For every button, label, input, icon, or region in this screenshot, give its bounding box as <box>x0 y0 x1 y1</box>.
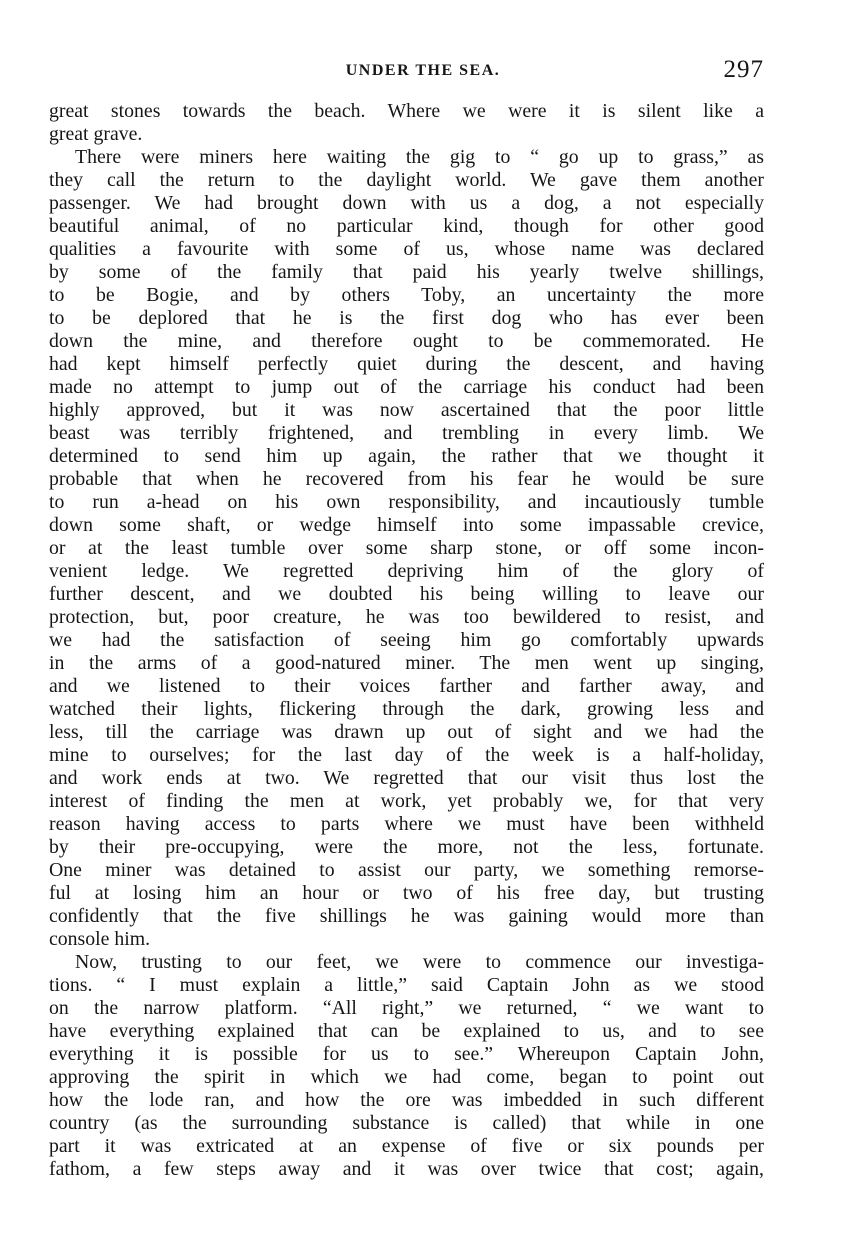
text-line: they call the return to the daylight world. We gave them another <box>49 169 764 191</box>
text-line: had kept himself perfectly quiet during the descent, and having <box>49 353 764 375</box>
text-line: and we listened to their voices farther and farther away, and <box>49 675 764 697</box>
text-line: passenger. We had brought down with us a dog, a not especially <box>49 192 764 214</box>
text-line: venient ledge. We regretted depriving him of the glory of <box>49 560 764 582</box>
text-line: tions. “ I must explain a little,” said Captain John as we stood <box>49 974 764 996</box>
text-line: on the narrow platform. “All right,” we returned, “ we want to <box>49 997 764 1019</box>
text-line: One miner was detained to assist our party, we something remorse- <box>49 859 764 881</box>
text-line: console him. <box>49 928 151 950</box>
text-line: how the lode ran, and how the ore was imbedded in such different <box>49 1089 764 1111</box>
text-line: or at the least tumble over some sharp stone, or off some incon- <box>49 537 764 559</box>
text-line: qualities a favourite with some of us, whose name was declared <box>49 238 764 260</box>
text-line: highly approved, but it was now ascertained that the poor little <box>49 399 764 421</box>
text-line: watched their lights, flickering through the dark, growing less and <box>49 698 764 720</box>
running-head <box>0 56 846 86</box>
text-line: less, till the carriage was drawn up out of sight and we had the <box>49 721 764 743</box>
text-line: have everything explained that can be explained to us, and to see <box>49 1020 764 1042</box>
text-line: ful at losing him an hour or two of his free day, but trusting <box>49 882 764 904</box>
text-line: mine to ourselves; for the last day of the week is a half-holiday, <box>49 744 764 766</box>
text-line: country (as the surrounding substance is called) that while in one <box>49 1112 764 1134</box>
text-line: to run a-head on his own responsibility, and incautiously tumble <box>49 491 764 513</box>
text-line: part it was extricated at an expense of five or six pounds per <box>49 1135 764 1157</box>
text-line: down the mine, and therefore ought to be commemorated. He <box>49 330 764 352</box>
text-line: There were miners here waiting the gig to “ go up to grass,” as <box>75 146 764 168</box>
text-line: and work ends at two. We regretted that our visit thus lost the <box>49 767 764 789</box>
text-line: determined to send him up again, the rather that we thought it <box>49 445 764 467</box>
text-line: further descent, and we doubted his being willing to leave our <box>49 583 764 605</box>
text-line: beast was terribly frightened, and trembling in every limb. We <box>49 422 764 444</box>
text-line: by their pre-occupying, were the more, not the less, fortunate. <box>49 836 764 858</box>
body-text <box>49 100 764 1181</box>
text-line: down some shaft, or wedge himself into some impassable crevice, <box>49 514 764 536</box>
text-line: made no attempt to jump out of the carriage his conduct had been <box>49 376 764 398</box>
text-line: to be Bogie, and by others Toby, an uncertainty the more <box>49 284 764 306</box>
text-line: by some of the family that paid his yearly twelve shillings, <box>49 261 764 283</box>
text-line: Now, trusting to our feet, we were to commence our investiga- <box>75 951 764 973</box>
text-line: in the arms of a good-natured miner. The men went up singing, <box>49 652 764 674</box>
text-line: great grave. <box>49 123 143 145</box>
text-line: we had the satisfaction of seeing him go comfortably upwards <box>49 629 764 651</box>
text-line: approving the spirit in which we had come, began to point out <box>49 1066 764 1088</box>
text-line: interest of finding the men at work, yet probably we, for that very <box>49 790 764 812</box>
text-line: great stones towards the beach. Where we were it is silent like a <box>49 100 764 122</box>
text-line: confidently that the five shillings he was gaining would more than <box>49 905 764 927</box>
text-line: beautiful animal, of no particular kind, though for other good <box>49 215 764 237</box>
text-line: to be deplored that he is the first dog who has ever been <box>49 307 764 329</box>
text-line: probable that when he recovered from his fear he would be sure <box>49 468 764 490</box>
text-line: fathom, a few steps away and it was over twice that cost; again, <box>49 1158 764 1180</box>
text-line: reason having access to parts where we must have been withheld <box>49 813 764 835</box>
running-title: UNDER THE SEA. <box>345 62 501 79</box>
page-number: 297 <box>723 56 764 83</box>
text-line: protection, but, poor creature, he was too bewildered to resist, and <box>49 606 764 628</box>
text-line: everything it is possible for us to see.” Whereupon Captain John, <box>49 1043 764 1065</box>
